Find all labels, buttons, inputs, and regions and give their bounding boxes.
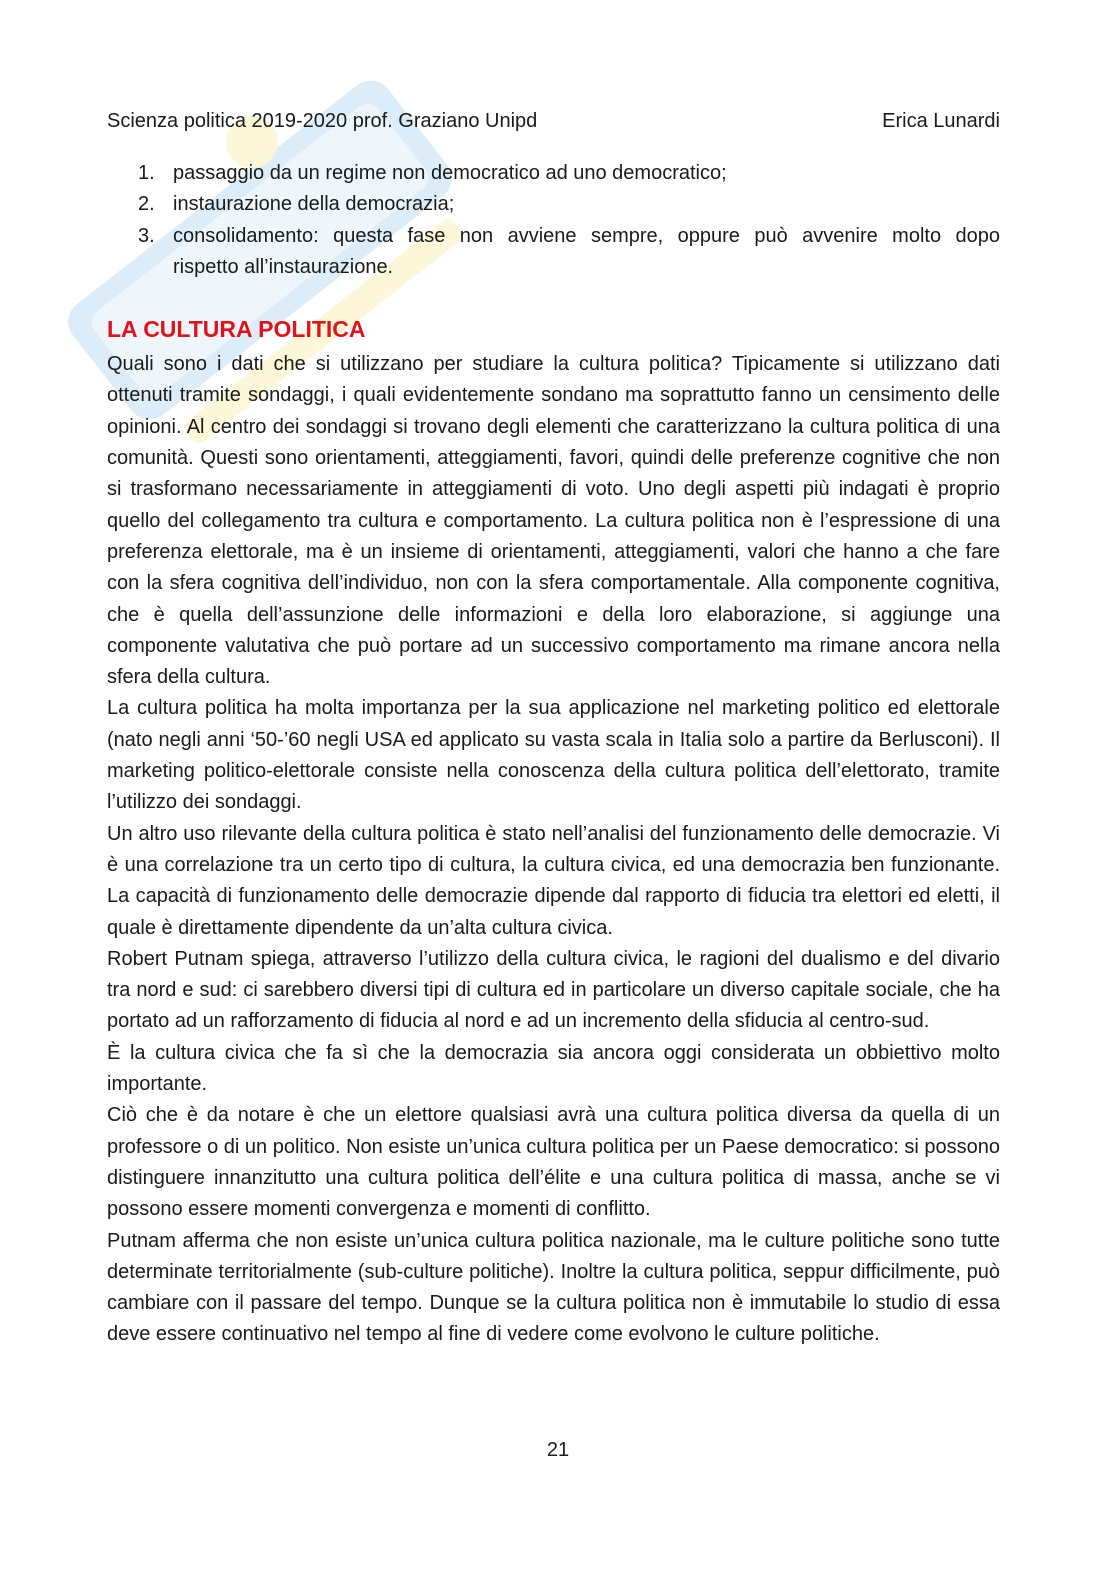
list-item-number: 3. xyxy=(138,224,155,247)
header-course-info: Scienza politica 2019-2020 prof. Graziano Unipd xyxy=(107,110,538,132)
section-title: LA CULTURA POLITICA xyxy=(107,316,366,343)
body-paragraph: Ciò che è da notare è che un elettore qualsiasi avrà una cultura politica diversa da quella di un professore o di un politico. Non esiste un’unica cultura politica per un Paese democratico: si possono distinguere innanzitutto una cultura politica dell’élite e una cultura politica di massa, anche se vi possono essere momenti convergenza e momenti di conflitto. xyxy=(107,1104,1000,1221)
list-item-text: passaggio da un regime non democratico ad uno democratico; xyxy=(173,162,727,184)
body-paragraph: Un altro uso rilevante della cultura politica è stato nell’analisi del funzionamento delle democrazie. Vi è una correlazione tra un certo tipo di cultura, la cultura civica, ed una democrazia ben funzionante. La capacità di funzionamento delle democrazie dipende dal rapporto di fiducia tra elettori ed eletti, il quale è direttamente dipendente da un’alta cultura civica. xyxy=(107,822,1000,939)
transition-steps-list xyxy=(107,158,1000,283)
page-content xyxy=(107,158,1000,1351)
list-item xyxy=(107,189,1000,220)
body-paragraph: La cultura politica ha molta importanza per la sua applicazione nel marketing politico ed elettorale (nato negli anni ‘50-’60 negli USA ed applicato su vasta scala in Italia solo a partire da Berlusconi). Il marketing politico-elettorale consiste nella conoscenza della cultura politica dell’elettorato, tramite l’utilizzo dei sondaggi. xyxy=(107,697,1000,814)
list-item-text-line: rispetto all’instaurazione. xyxy=(173,255,394,278)
body-paragraph: Putnam afferma che non esiste un’unica cultura politica nazionale, ma le culture politiche sono tutte determinate territorialmente (sub-culture politiche). Inoltre la cultura politica, seppur difficilmente, può cambiare con il passare del tempo. Dunque se la cultura politica non è immutabile lo studio di essa deve essere continuativo nel tempo al fine di vedere come evolvono le culture politiche. xyxy=(107,1229,1000,1346)
header-author: Erica Lunardi xyxy=(882,110,1000,132)
list-item-text-block xyxy=(173,221,1000,284)
list-item-number: 1. xyxy=(138,162,155,184)
body-paragraph: Robert Putnam spiega, attraverso l’utilizzo della cultura civica, le ragioni del dualismo e del divario tra nord e sud: ci sarebbero diversi tipi di cultura ed in particolare un diverso capitale sociale, che ha portato ad un rafforzamento di fiducia al nord e ad un incremento della sfiducia al centro-sud. xyxy=(107,947,1000,1033)
list-item-number: 2. xyxy=(138,193,155,216)
list-item xyxy=(107,158,1000,189)
body-paragraph: È la cultura civica che fa sì che la democrazia sia ancora oggi considerata un obbiettivo molto importante. xyxy=(107,1041,1000,1096)
list-item xyxy=(107,221,1000,284)
page-header xyxy=(107,107,1000,135)
list-item-text-line: consolidamento: questa fase non avviene sempre, oppure può avvenire molto dopo xyxy=(173,224,1000,247)
page-number: 21 xyxy=(546,1439,570,1461)
list-item-text: instaurazione della democrazia; xyxy=(173,193,455,216)
body-paragraph: Quali sono i dati che si utilizzano per studiare la cultura politica? Tipicamente si utilizzano dati ottenuti tramite sondaggi, i quali evidentemente sondano ma soprattutto fanno un censimento delle opinioni. Al centro dei sondaggi si trovano degli elementi che caratterizzano la cultura politica di una comunità. Questi sono orientamenti, atteggiamenti, favori, quindi delle preferenze cognitive che non si trasformano necessariamente in atteggiamenti di voto. Uno degli aspetti più indagati è proprio quello del collegamento tra cultura e comportamento. La cultura politica non è l’espressione di una preferenza elettorale, ma è un insieme di orientamenti, atteggiamenti, valori che hanno a che fare con la sfera cognitiva dell’individuo, non con la sfera comportamentale. Alla componente cognitiva, che è quella dell’assunzione delle informazioni e della loro elaborazione, si aggiunge una componente valutativa che può portare ad un successivo comportamento ma rimane ancora nella sfera della cultura. xyxy=(107,353,1000,689)
